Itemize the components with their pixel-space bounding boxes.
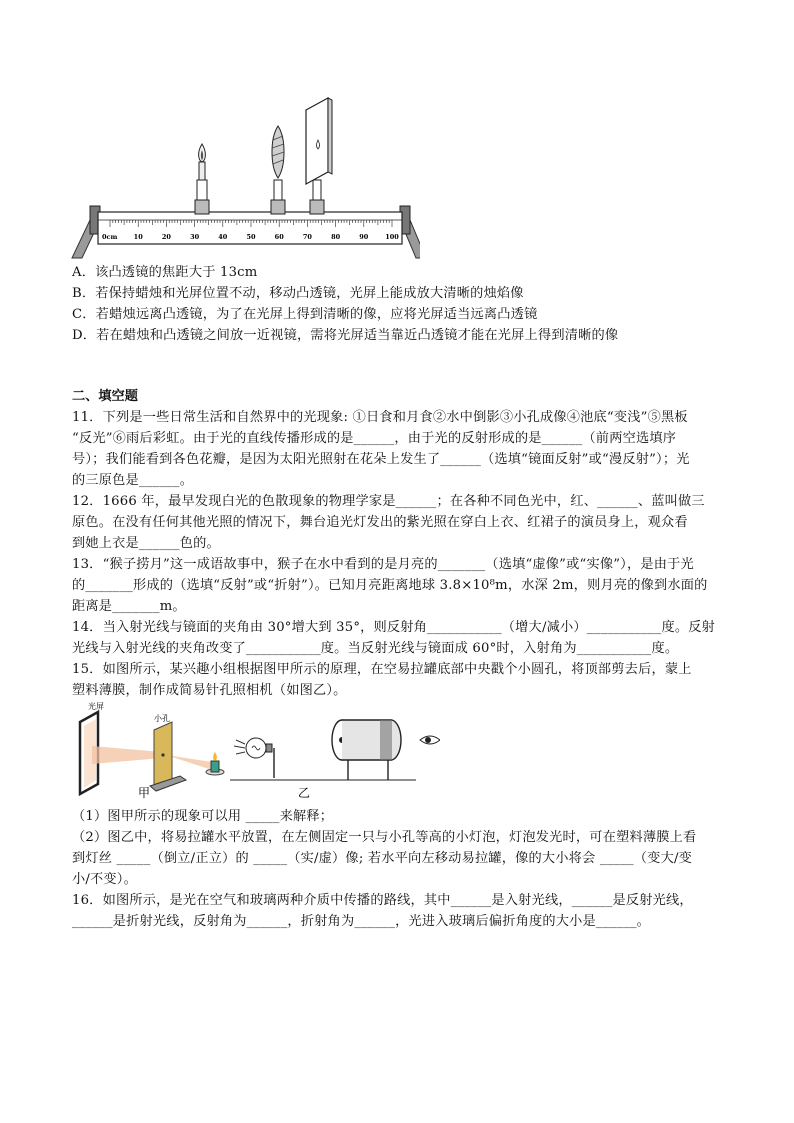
q13-line: 13．“猴子捞月”这一成语故事中，猴子在水中看到的是月亮的_______（选填“虚像”或“实像”），是由于光 [72,557,694,572]
q14-line: 14．当入射光线与镜面的夹角由 30°增大到 35°，则反射角___________（增大/减小）___________度。反射 [72,620,716,635]
q15-sub-line: 到灯丝 _____（倒立/正立）的 _____（实/虚）像; 若水平向左移动易拉罐，像的大小将会 _____（变大/变 [72,851,692,866]
screen-label: 光屏 [88,702,104,711]
scale-label: 100 [385,233,399,241]
q14-line: 光线与入射光线的夹角改变了___________度。当反射光线与镜面成 60°时，入射角为___________度。 [72,641,679,656]
pinhole-figure [70,700,440,800]
pinhole-board [150,722,186,791]
q11-line: 号）；我们能看到各色花瓣，是因为太阳光照射在花朵上发生了______（选填“镜面反射”或“漫反射”）；光 [72,452,690,467]
scale-label: 0cm [102,233,118,241]
q15-sub-line: 小/不变）。 [72,872,137,887]
q16-line: ______是折射光线，反射角为______，折射角为______，光进入玻璃后偏折角度的大小是______。 [72,914,651,929]
can-camera [332,720,401,780]
q11-line: 11．下列是一些日常生活和自然界中的光现象: ①日食和月食②水中倒影③小孔成像④池底“变浅”⑤黑板 [72,410,688,425]
label-yi: 乙 [298,786,311,800]
q13-line: 距离是_______m。 [72,599,186,614]
q15-sub-line: （2）图乙中，将易拉罐水平放置，在左侧固定一只与小孔等高的小灯泡，灯泡发光时，可在塑料薄膜上看 [72,830,697,845]
scale-label: 10 [133,233,143,241]
q10-option-c: C．若蜡烛远离凸透镜，为了在光屏上得到清晰的像，应将光屏适当远离凸透镜 [72,307,538,322]
candle [195,144,209,214]
hole-label: 小孔 [154,714,170,723]
scale-label: 70 [302,233,312,241]
scale-label: 20 [161,233,171,241]
q11-line: “反光”⑥雨后彩虹。由于光的直线传播形成的是______，由于光的反射形成的是______（前两空选填序 [72,431,677,446]
scale-label: 40 [218,233,228,241]
q15-line: 塑料薄膜，制作成简易针孔照相机（如图乙）。 [72,683,347,698]
q15-sub-line: （1）图甲所示的现象可以用 _____来解释； [72,809,334,824]
q12-line: 12．1666 年，最早发现白光的色散现象的物理学家是______；在各种不同色光中，红、______、蓝叫做三 [72,494,705,509]
q13-line: 的_______形成的（选填“反射”或“折射”）。已知月亮距离地球 3.8×10⁸m，水深 2m，则月亮的像到水面的 [72,578,708,593]
q16-line: 16．如图所示，是光在空气和玻璃两种介质中传播的路线，其中______是入射光线，______是反射光线， [72,893,693,908]
light-screen [306,98,332,214]
q12-line: 到她上衣是______色的。 [72,536,220,551]
q10-option-a: A．该凸透镜的焦距大于 13cm [72,265,258,280]
q10-option-b: B．若保持蜡烛和光屏位置不动，移动凸透镜，光屏上能成放大清晰的烛焰像 [72,286,524,301]
section-title: 二、填空题 [72,389,138,404]
eye-icon [420,736,440,744]
convex-lens [271,126,285,214]
light-bulb [234,738,274,778]
label-jia: 甲 [138,786,151,800]
q10-option-d: D．若在蜡烛和凸透镜之间放一近视镜，需将光屏适当靠近凸透镜才能在光屏上得到清晰的像 [72,328,619,343]
q12-line: 原色。在没有任何其他光照的情况下，舞台追光灯发出的紫光照在穿白上衣、红裙子的演员身上，观众看 [72,515,688,530]
scale-label: 30 [190,233,200,241]
optical-bench-figure [70,92,420,262]
q11-line: 的三原色是______。 [72,473,194,488]
q15-line: 15．如图所示，某兴趣小组根据图甲所示的原理，在空易拉罐底部中央戳个小圆孔，将顶部剪去后，蒙上 [72,662,692,677]
scale-label: 50 [246,233,256,241]
light-beam [92,746,212,770]
scale-label: 80 [331,233,341,241]
scale-label: 60 [274,233,284,241]
scale-label: 90 [359,233,369,241]
